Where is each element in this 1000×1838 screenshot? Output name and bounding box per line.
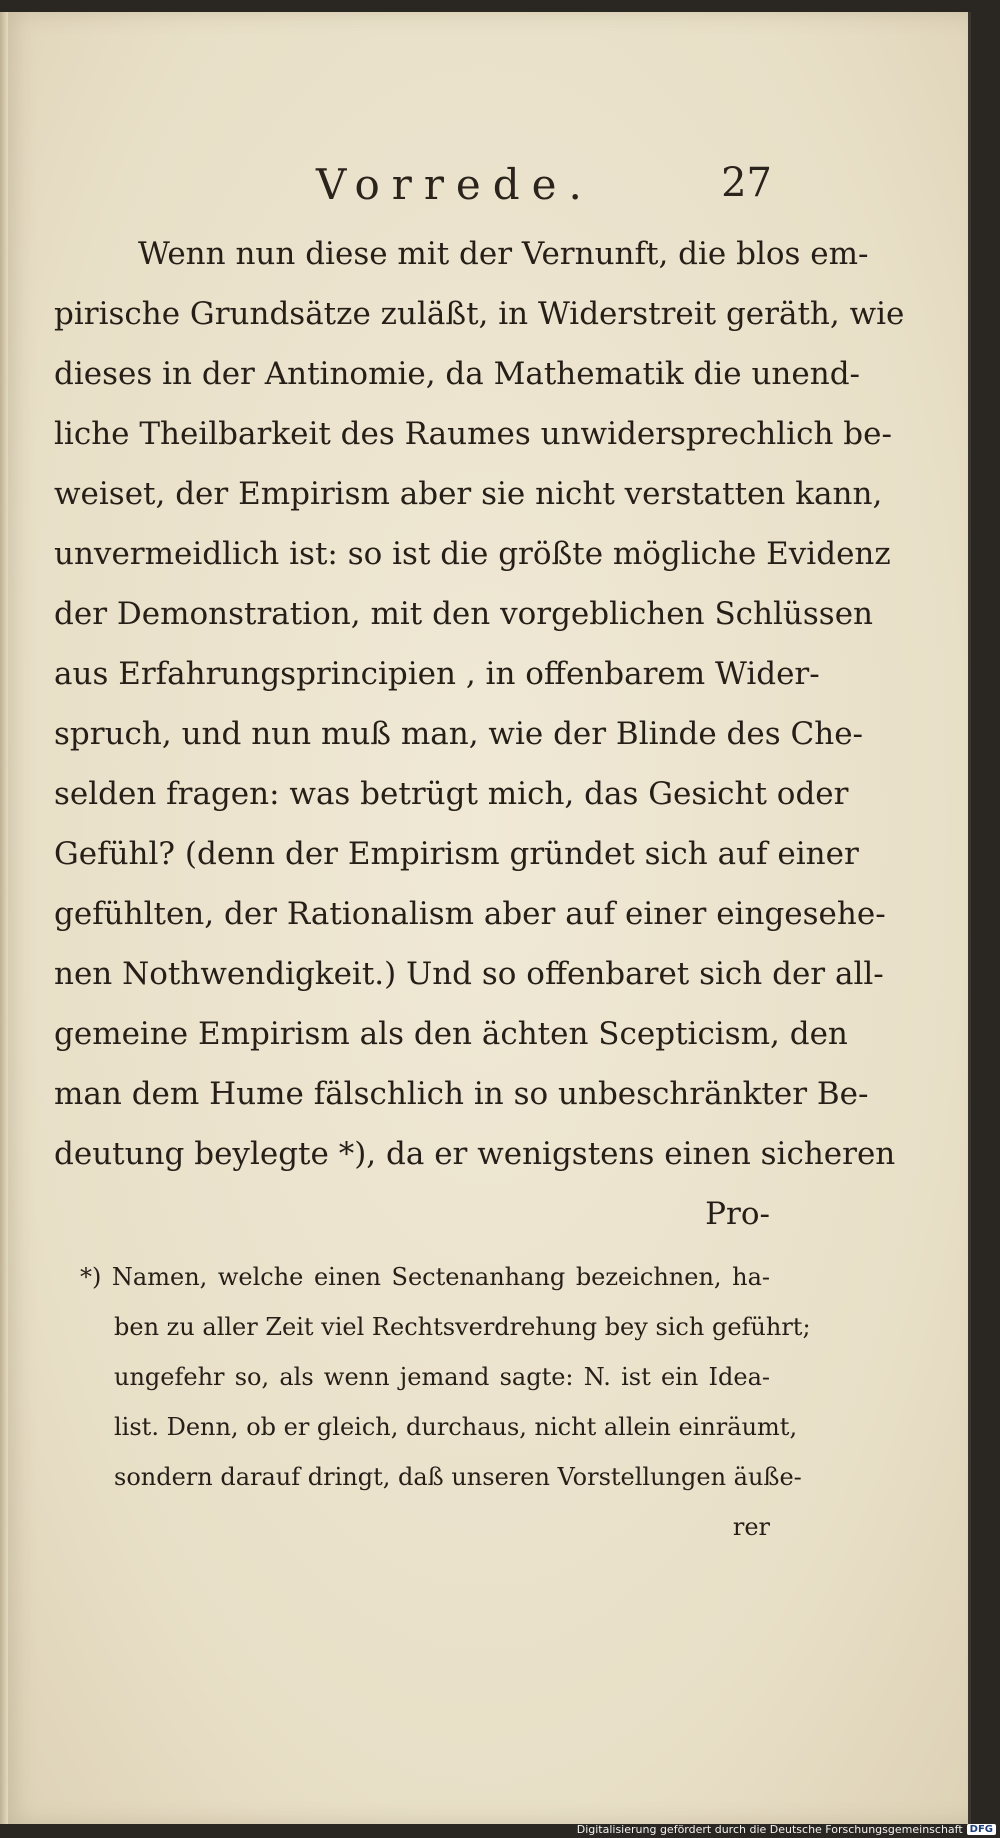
footnote-line: ungefehr so, als wenn jemand sagte: N. ist ein Idea- [114, 1363, 770, 1391]
book-page [0, 12, 971, 1824]
dfg-logo: DFG [967, 1824, 996, 1835]
text-line: deutung beylegte *), da er wenigstens einen sicheren [54, 1136, 896, 1172]
footnote [80, 1252, 811, 1552]
text-line: Wenn nun diese mit der Vernunft, die blos em- [138, 236, 869, 272]
footnote-line: sondern darauf dringt, daß unseren Vorstellungen äuße- [114, 1463, 802, 1491]
footnote-line: ben zu aller Zeit viel Rechtsverdrehung bey sich geführt; [114, 1313, 811, 1341]
digitization-credit [577, 1823, 996, 1836]
page-gutter [0, 12, 8, 1824]
page-number: 27 [721, 160, 772, 206]
footnote-catchword: rer [732, 1513, 770, 1541]
text-line: weiset, der Empirism aber sie nicht verstatten kann, [54, 476, 883, 512]
text-line: Gefühl? (denn der Empirism gründet sich auf einer [54, 836, 859, 872]
text-line: der Demonstration, mit den vorgeblichen Schlüssen [54, 596, 874, 632]
text-line: unvermeidlich ist: so ist die größte mögliche Evidenz [54, 536, 891, 572]
footnote-line: list. Denn, ob er gleich, durchaus, nicht allein einräumt, [114, 1413, 798, 1441]
text-line: gemeine Empirism als den ächten Scepticism, den [54, 1016, 848, 1052]
text-line: spruch, und nun muß man, wie der Blinde des Che- [54, 716, 864, 752]
text-line: gefühlten, der Rationalism aber auf einer eingesehe- [54, 896, 886, 932]
text-line: nen Nothwendigkeit.) Und so offenbaret sich der all- [54, 956, 884, 992]
text-line: dieses in der Antinomie, da Mathematik die unend- [54, 356, 861, 392]
running-title: Vorrede. [316, 160, 594, 209]
text-line: aus Erfahrungsprincipien , in offenbarem Wider- [54, 656, 820, 692]
text-line: man dem Hume fälschlich in so unbeschränkter Be- [54, 1076, 869, 1112]
credit-text: Digitalisierung gefördert durch die Deutsche Forschungsgemeinschaft [576, 1823, 963, 1836]
text-line: liche Theilbarkeit des Raumes unwidersprechlich be- [54, 416, 892, 452]
main-text [54, 224, 905, 1244]
page-header [316, 160, 772, 210]
text-line: selden fragen: was betrügt mich, das Gesicht oder [54, 776, 849, 812]
text-line: pirische Grundsätze zuläßt, in Widerstreit geräth, wie [54, 296, 905, 332]
catchword: Pro- [705, 1196, 770, 1232]
footnote-line: *) Namen, welche einen Sectenanhang bezeichnen, ha- [80, 1263, 770, 1291]
